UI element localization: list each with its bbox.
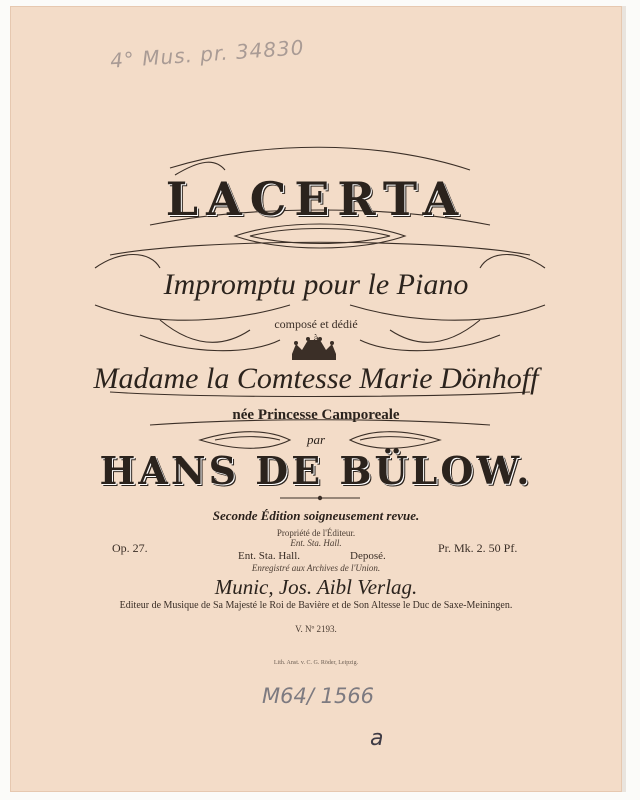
par-label: par <box>306 432 326 447</box>
publisher: Munic, Jos. Aibl Verlag. <box>214 575 418 599</box>
pencil-mark: a <box>370 726 384 751</box>
work-title: LACERTA <box>165 172 467 226</box>
entered-note-small: Ent. Sta. Hall. <box>290 538 342 548</box>
dedicatee: Madame la Comtesse Marie Dönhoff <box>93 362 539 395</box>
publisher-description: Editeur de Musique de Sa Majesté le Roi de Bavière et de Son Altesse le Duc de Saxe-Meiningen. <box>119 600 513 611</box>
entered-stationers-hall: Ent. Sta. Hall. <box>238 550 301 562</box>
printer-imprint: Lith. Anst. v. C. G. Röder, Leipzig. <box>273 660 359 666</box>
depose-note: Deposé. <box>350 550 386 562</box>
compose-dedie: composé et dédié <box>274 317 358 331</box>
dedicatee-birth-name: née Princesse Camporeale <box>232 407 400 423</box>
a-preposition: à <box>313 331 319 345</box>
archives-note: Enregistré aux Archives de l'Union. <box>251 563 381 573</box>
edition-note: Seconde Édition soigneusement revue. <box>212 508 420 523</box>
opus-number: Op. 27. <box>112 541 148 555</box>
price: Pr. Mk. 2. 50 Pf. <box>438 541 518 555</box>
plate-number: V. Nº 2193. <box>295 624 337 634</box>
library-shelfmark: 4° Mus. pr. 34830 <box>109 35 306 73</box>
composer-name: HANS DE BÜLOW. <box>99 448 533 493</box>
propriete-note: Propriété de l'Éditeur. <box>276 528 356 538</box>
pencil-accession-number: M64/ 1566 <box>262 684 375 708</box>
work-subtitle: Impromptu pour le Piano <box>163 268 469 301</box>
